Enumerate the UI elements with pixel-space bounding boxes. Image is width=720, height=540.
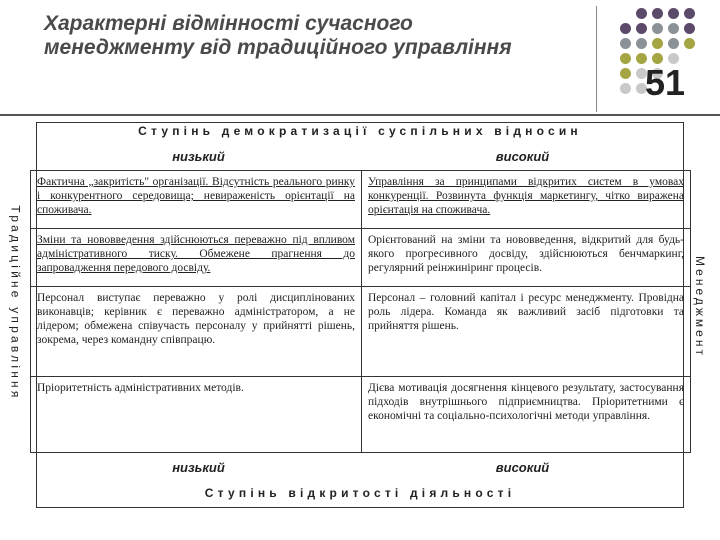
dot [668,8,679,19]
column-header-low-top: низький [172,149,225,164]
dot [636,23,647,34]
traditional-cell: Зміни та нововведення здійснюються переважно під впливом адміністративного тиску. Обмежене прагнення до запровадження передового досвіду. [31,229,362,287]
dot [668,23,679,34]
header-rule [0,114,720,116]
dot [652,23,663,34]
dot [620,23,631,34]
axis-left-caption-box [6,168,26,438]
column-header-high-bottom: високий [495,460,550,475]
table-row [31,229,691,287]
traditional-cell: Пріоритетність адміністративних методів. [31,377,362,453]
dot [652,38,663,49]
management-cell: Орієнтований на зміни та нововведення, відкритий для будь-якого прогресивного досвіду, здійснюються бенчмаркинг, регулярний реінжиніринг процесів. [362,229,691,287]
column-header-high-top: високий [495,149,550,164]
traditional-cell: Фактична „закритість" організації. Відсутність реального ринку і конкурентного середовища; невираженість орієнтації на споживача. [31,171,362,229]
table-row [31,171,691,229]
axis-right-caption-box [690,232,710,382]
dot [668,38,679,49]
dot [636,8,647,19]
dot [652,8,663,19]
management-cell: Дієва мотивація досягнення кінцевого результату, застосування підходів внутрішнього підприємництва. Пріоритетними є економічні та соціально-психологічні методи управління. [362,377,691,453]
dot [684,38,695,49]
dot [620,53,631,64]
dot [620,38,631,49]
dot [684,23,695,34]
slide-number: 51 [645,62,686,103]
axis-left-caption: Традиційне управління [9,205,23,401]
table-row [31,377,691,453]
dot [620,83,631,94]
dot [620,68,631,79]
title-divider [596,6,597,112]
axis-bottom-caption: Ступінь відкритості діяльності [204,486,516,500]
traditional-cell: Персонал виступає переважно у ролі дисциплінованих виконавців; керівник є переважно адміністратором, а не лідером; обмежена співучасть персоналу у прийнятті рішень, зокрема, через командну співпрацю. [31,287,362,377]
table-row [31,287,691,377]
management-cell: Персонал – головний капітал і ресурс менеджменту. Провідна роль лідера. Команда як важливий засіб підготовки та прийняття рішень. [362,287,691,377]
dot [684,8,695,19]
column-header-low-bottom: низький [172,460,225,475]
comparison-table [30,170,691,453]
axis-top-caption: Ступінь демократизації суспільних відносин [138,124,582,138]
management-cell: Управління за принципами відкритих систем в умовах конкуренції. Розвинута функція маркетингу, чітко виражена орієнтація на споживача. [362,171,691,229]
slide-title: Характерні відмінності сучасного менеджменту від традиційного управління [44,12,512,59]
dot [636,38,647,49]
axis-right-caption: Менеджмент [693,256,708,358]
